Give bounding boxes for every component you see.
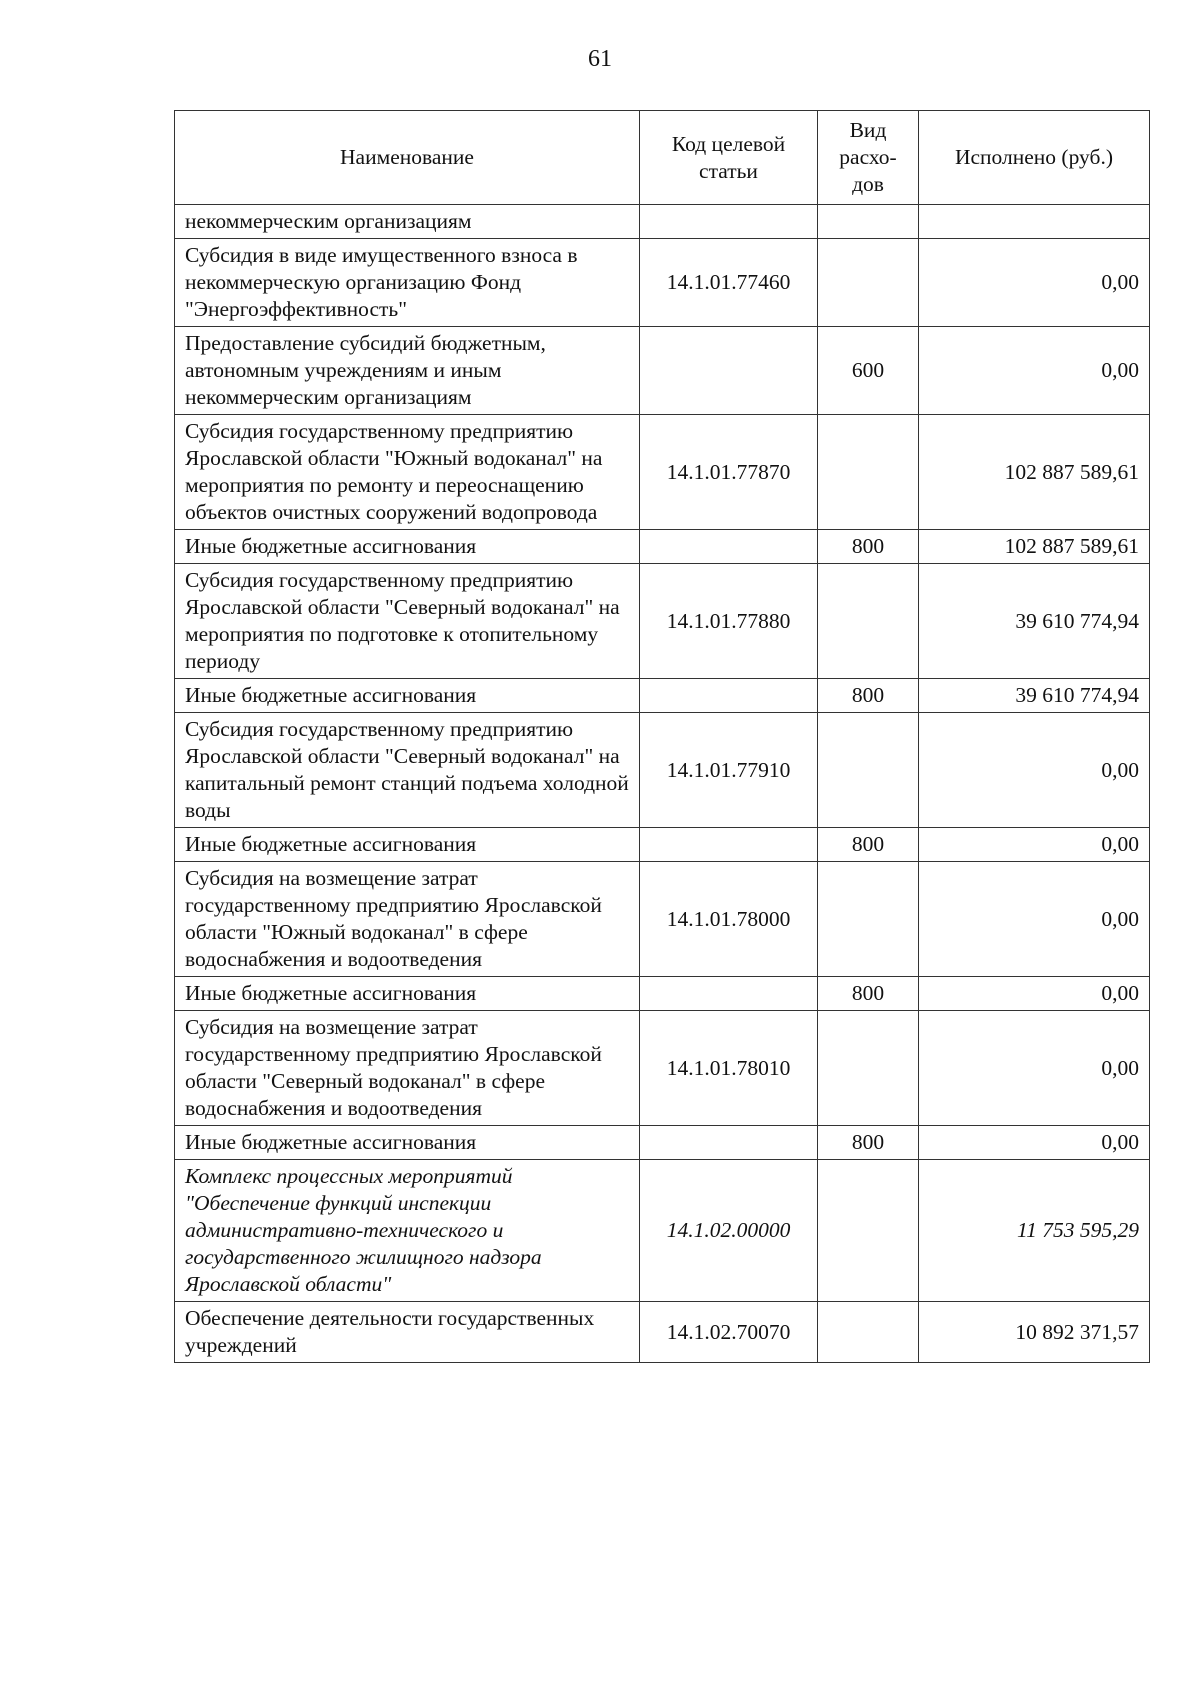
row-name-cell: Субсидия в виде имущественного взноса в некоммерческую организацию Фонд "Энергоэффективность" <box>175 239 640 327</box>
row-type-cell: 800 <box>818 1126 919 1160</box>
table-row <box>175 564 1150 679</box>
table-row <box>175 679 1150 713</box>
row-name-cell: Субсидия на возмещение затрат государственному предприятию Ярославской области "Южный водоканал" в сфере водоснабжения и водоотведения <box>175 862 640 977</box>
column-header-code: Код целевой статьи <box>640 111 818 205</box>
row-amount-cell: 39 610 774,94 <box>919 564 1150 679</box>
table-row <box>175 530 1150 564</box>
column-header-name: Наименование <box>175 111 640 205</box>
table-row <box>175 1302 1150 1363</box>
row-type-cell <box>818 862 919 977</box>
row-name-cell: Иные бюджетные ассигнования <box>175 977 640 1011</box>
row-type-cell: 800 <box>818 828 919 862</box>
row-type-cell <box>818 1011 919 1126</box>
row-name-cell: некоммерческим организациям <box>175 205 640 239</box>
row-amount-cell: 0,00 <box>919 327 1150 415</box>
row-name-cell: Субсидия на возмещение затрат государственному предприятию Ярославской области "Северный водоканал" в сфере водоснабжения и водоотведения <box>175 1011 640 1126</box>
row-code-cell <box>640 1126 818 1160</box>
table-header-row <box>175 111 1150 205</box>
row-code-cell: 14.1.02.70070 <box>640 1302 818 1363</box>
row-code-cell <box>640 679 818 713</box>
row-code-cell: 14.1.01.77460 <box>640 239 818 327</box>
row-code-cell: 14.1.01.78000 <box>640 862 818 977</box>
row-name-cell: Обеспечение деятельности государственных учреждений <box>175 1302 640 1363</box>
row-amount-cell: 10 892 371,57 <box>919 1302 1150 1363</box>
row-type-cell <box>818 1160 919 1302</box>
table-row <box>175 977 1150 1011</box>
table-row <box>175 1160 1150 1302</box>
row-type-cell <box>818 1302 919 1363</box>
row-code-cell <box>640 530 818 564</box>
table-row <box>175 828 1150 862</box>
row-type-cell: 800 <box>818 977 919 1011</box>
row-type-cell <box>818 564 919 679</box>
row-amount-cell: 0,00 <box>919 1126 1150 1160</box>
row-amount-cell <box>919 205 1150 239</box>
row-type-cell <box>818 239 919 327</box>
row-type-cell: 600 <box>818 327 919 415</box>
column-header-amount: Исполнено (руб.) <box>919 111 1150 205</box>
row-name-cell: Иные бюджетные ассигнования <box>175 530 640 564</box>
row-code-cell: 14.1.02.00000 <box>640 1160 818 1302</box>
table-row <box>175 1011 1150 1126</box>
column-header-type: Вид расхо- дов <box>818 111 919 205</box>
row-name-cell: Предоставление субсидий бюджетным, автономным учреждениям и иным некоммерческим организациям <box>175 327 640 415</box>
row-amount-cell: 102 887 589,61 <box>919 530 1150 564</box>
table-row <box>175 862 1150 977</box>
row-amount-cell: 0,00 <box>919 239 1150 327</box>
table-row <box>175 713 1150 828</box>
row-amount-cell: 0,00 <box>919 828 1150 862</box>
row-code-cell: 14.1.01.77880 <box>640 564 818 679</box>
row-type-cell: 800 <box>818 679 919 713</box>
row-type-cell: 800 <box>818 530 919 564</box>
table-row <box>175 239 1150 327</box>
row-amount-cell: 39 610 774,94 <box>919 679 1150 713</box>
row-type-cell <box>818 415 919 530</box>
row-name-cell: Иные бюджетные ассигнования <box>175 1126 640 1160</box>
row-name-cell: Иные бюджетные ассигнования <box>175 828 640 862</box>
row-name-cell: Субсидия государственному предприятию Ярославской области "Южный водоканал" на мероприятия по ремонту и переоснащению объектов очистных сооружений водопровода <box>175 415 640 530</box>
row-code-cell: 14.1.01.77910 <box>640 713 818 828</box>
expenditure-table <box>174 110 1150 1363</box>
row-amount-cell: 102 887 589,61 <box>919 415 1150 530</box>
row-code-cell <box>640 327 818 415</box>
row-name-cell: Субсидия государственному предприятию Ярославской области "Северный водоканал" на капитальный ремонт станций подъема холодной воды <box>175 713 640 828</box>
table-row <box>175 1126 1150 1160</box>
row-amount-cell: 0,00 <box>919 862 1150 977</box>
row-name-cell: Иные бюджетные ассигнования <box>175 679 640 713</box>
row-name-cell: Субсидия государственному предприятию Ярославской области "Северный водоканал" на мероприятия по подготовке к отопительному периоду <box>175 564 640 679</box>
row-amount-cell: 11 753 595,29 <box>919 1160 1150 1302</box>
row-amount-cell: 0,00 <box>919 1011 1150 1126</box>
row-code-cell <box>640 828 818 862</box>
row-name-cell: Комплекс процессных мероприятий "Обеспечение функций инспекции административно-технического и государственного жилищного надзора Ярославской области" <box>175 1160 640 1302</box>
page-number: 61 <box>588 46 612 72</box>
row-code-cell: 14.1.01.77870 <box>640 415 818 530</box>
row-amount-cell: 0,00 <box>919 713 1150 828</box>
row-amount-cell: 0,00 <box>919 977 1150 1011</box>
table-row <box>175 327 1150 415</box>
row-type-cell <box>818 713 919 828</box>
table-row <box>175 415 1150 530</box>
table-row <box>175 205 1150 239</box>
table-body <box>175 205 1150 1363</box>
row-code-cell <box>640 205 818 239</box>
row-type-cell <box>818 205 919 239</box>
row-code-cell <box>640 977 818 1011</box>
row-code-cell: 14.1.01.78010 <box>640 1011 818 1126</box>
